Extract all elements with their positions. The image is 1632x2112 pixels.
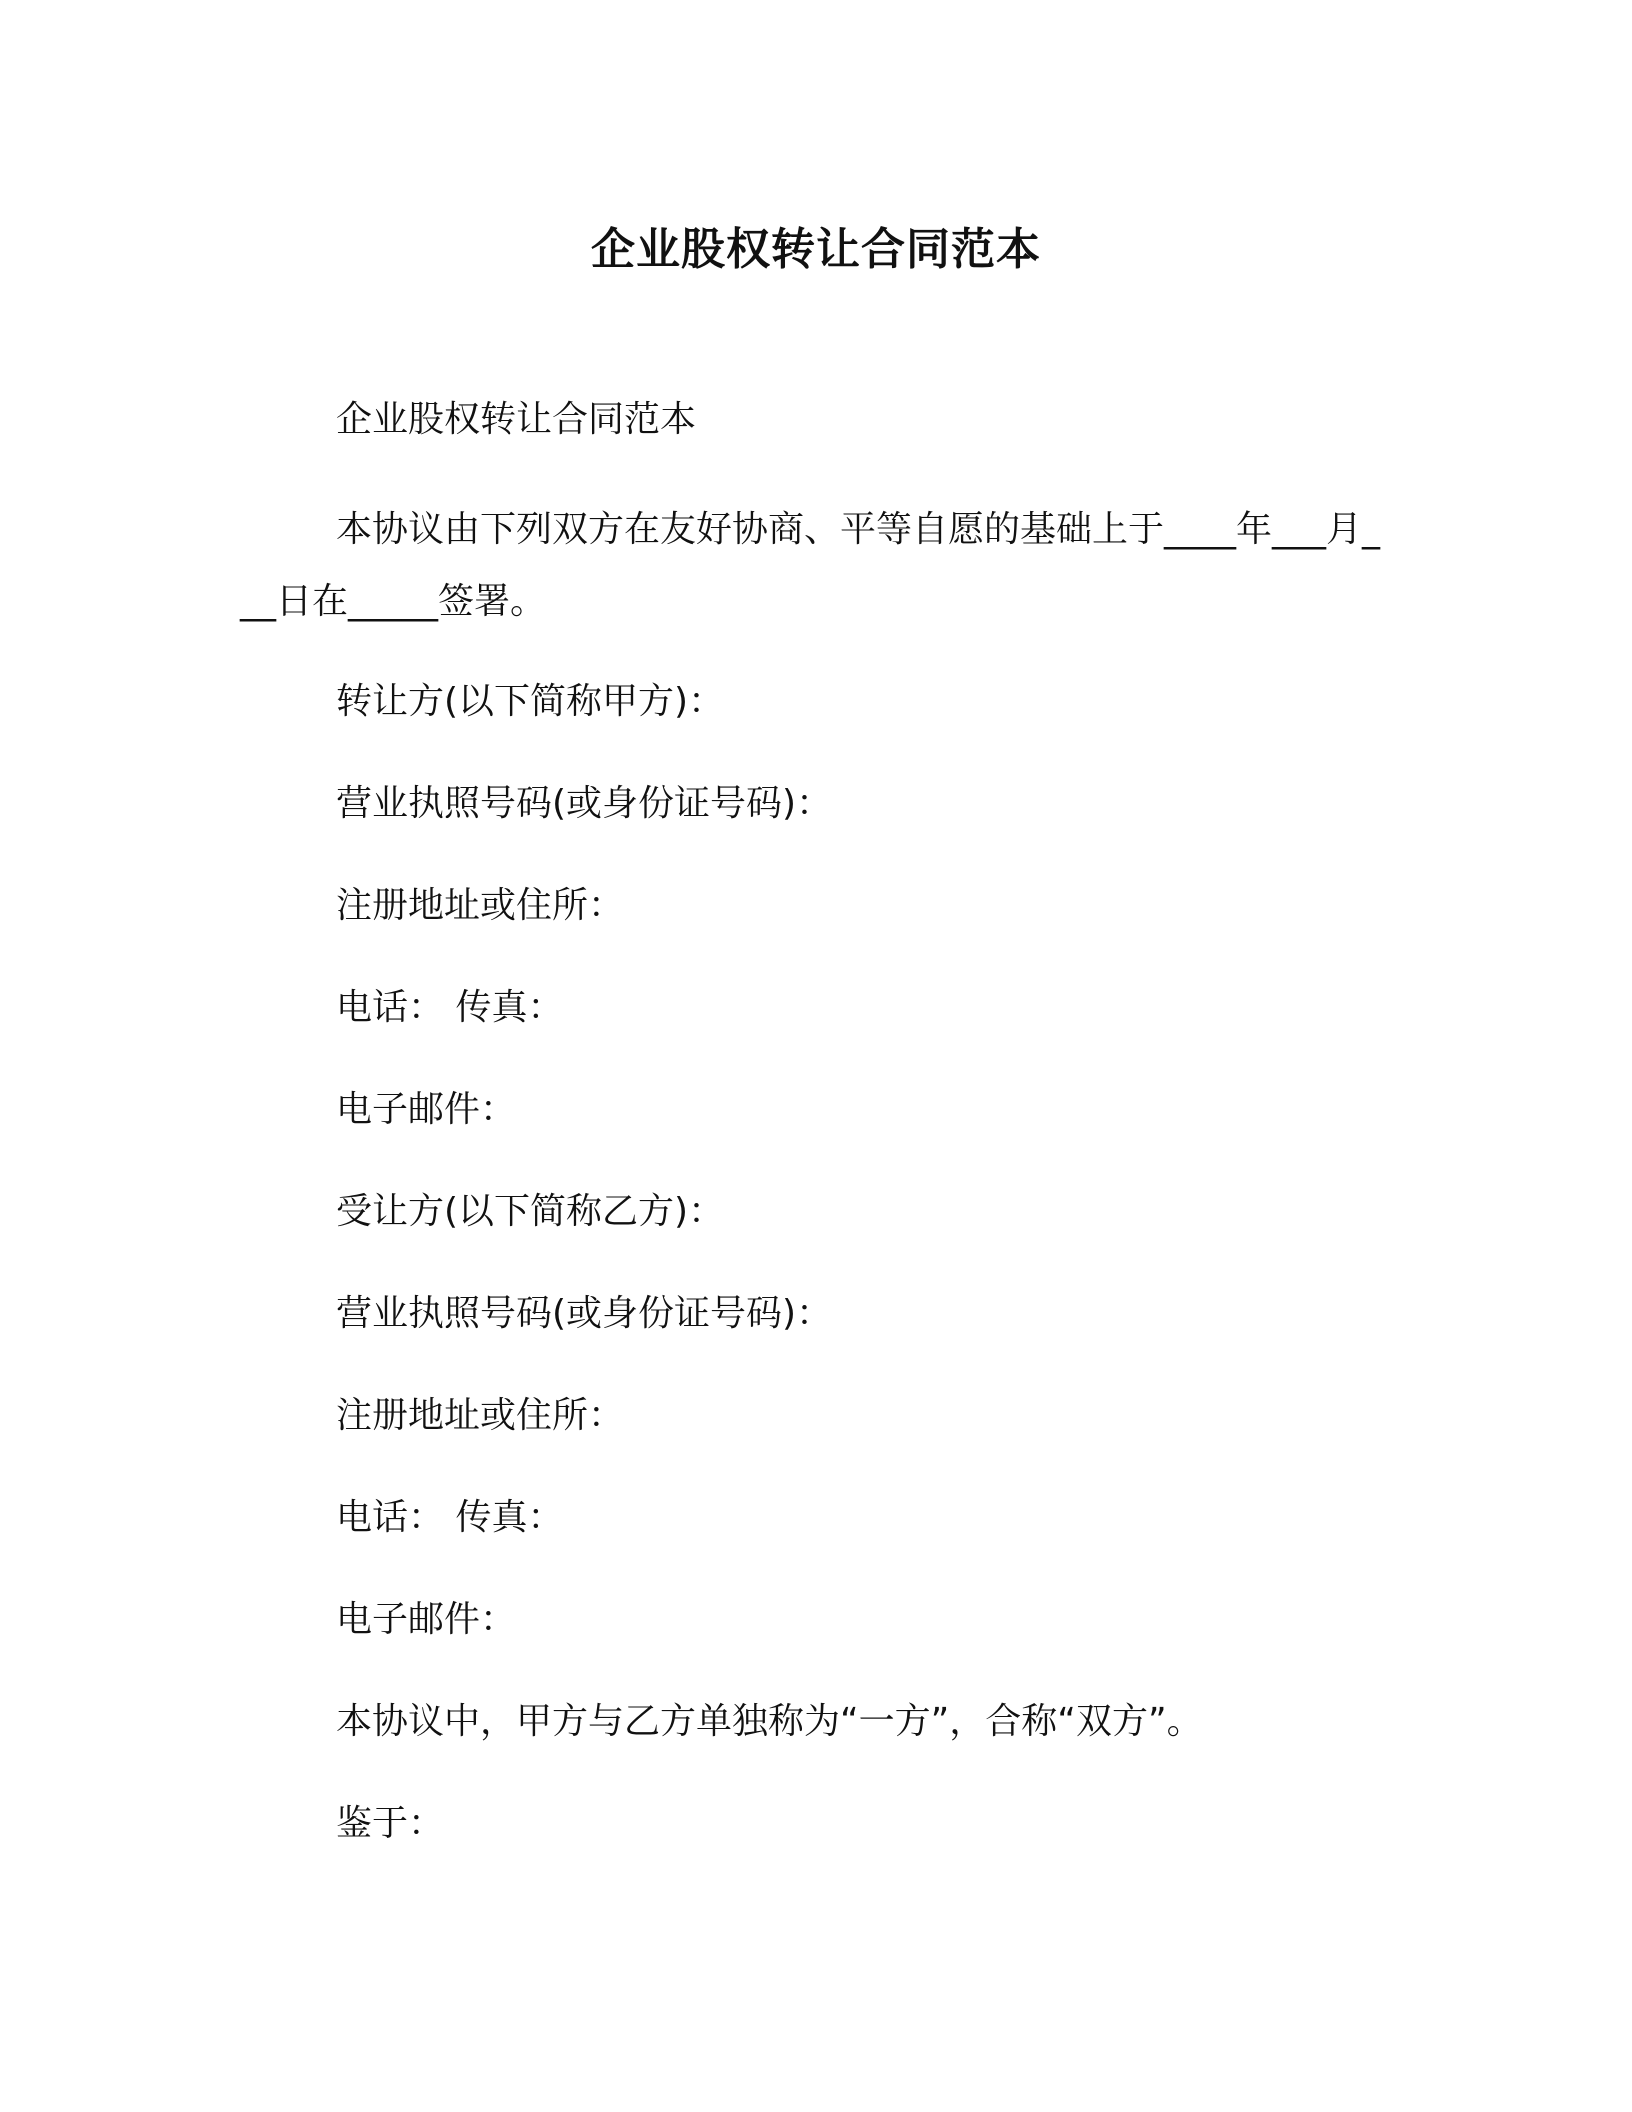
paragraph-preamble: 本协议由下列双方在友好协商、平等自愿的基础上于____年___月___日在_____签署。 [240,509,1381,622]
paragraph-whereas: 鉴于： [336,1803,445,1844]
paragraph-transferor-phone-fax: 电话： 传真： [336,987,564,1028]
paragraph-transferor: 转让方(以下简称甲方)： [336,681,725,722]
paragraph-transferor-license: 营业执照号码(或身份证号码)： [336,783,833,824]
paragraph-party-definition: 本协议中，甲方与乙方单独称为“一方”，合称“双方”。 [336,1701,1203,1742]
paragraph-subtitle: 企业股权转让合同范本 [336,399,697,440]
paragraph-transferee-address: 注册地址或住所： [336,1395,625,1436]
paragraph-transferee: 受让方(以下简称乙方)： [336,1191,725,1232]
paragraph-transferee-phone-fax: 电话： 传真： [336,1497,564,1538]
paragraph-transferor-address: 注册地址或住所： [336,885,625,926]
paragraph-transferee-license: 营业执照号码(或身份证号码)： [336,1293,833,1334]
paragraph-transferee-email: 电子邮件： [336,1599,517,1640]
paragraph-transferor-email: 电子邮件： [336,1089,517,1130]
document-title: 企业股权转让合同范本 [591,224,1041,275]
